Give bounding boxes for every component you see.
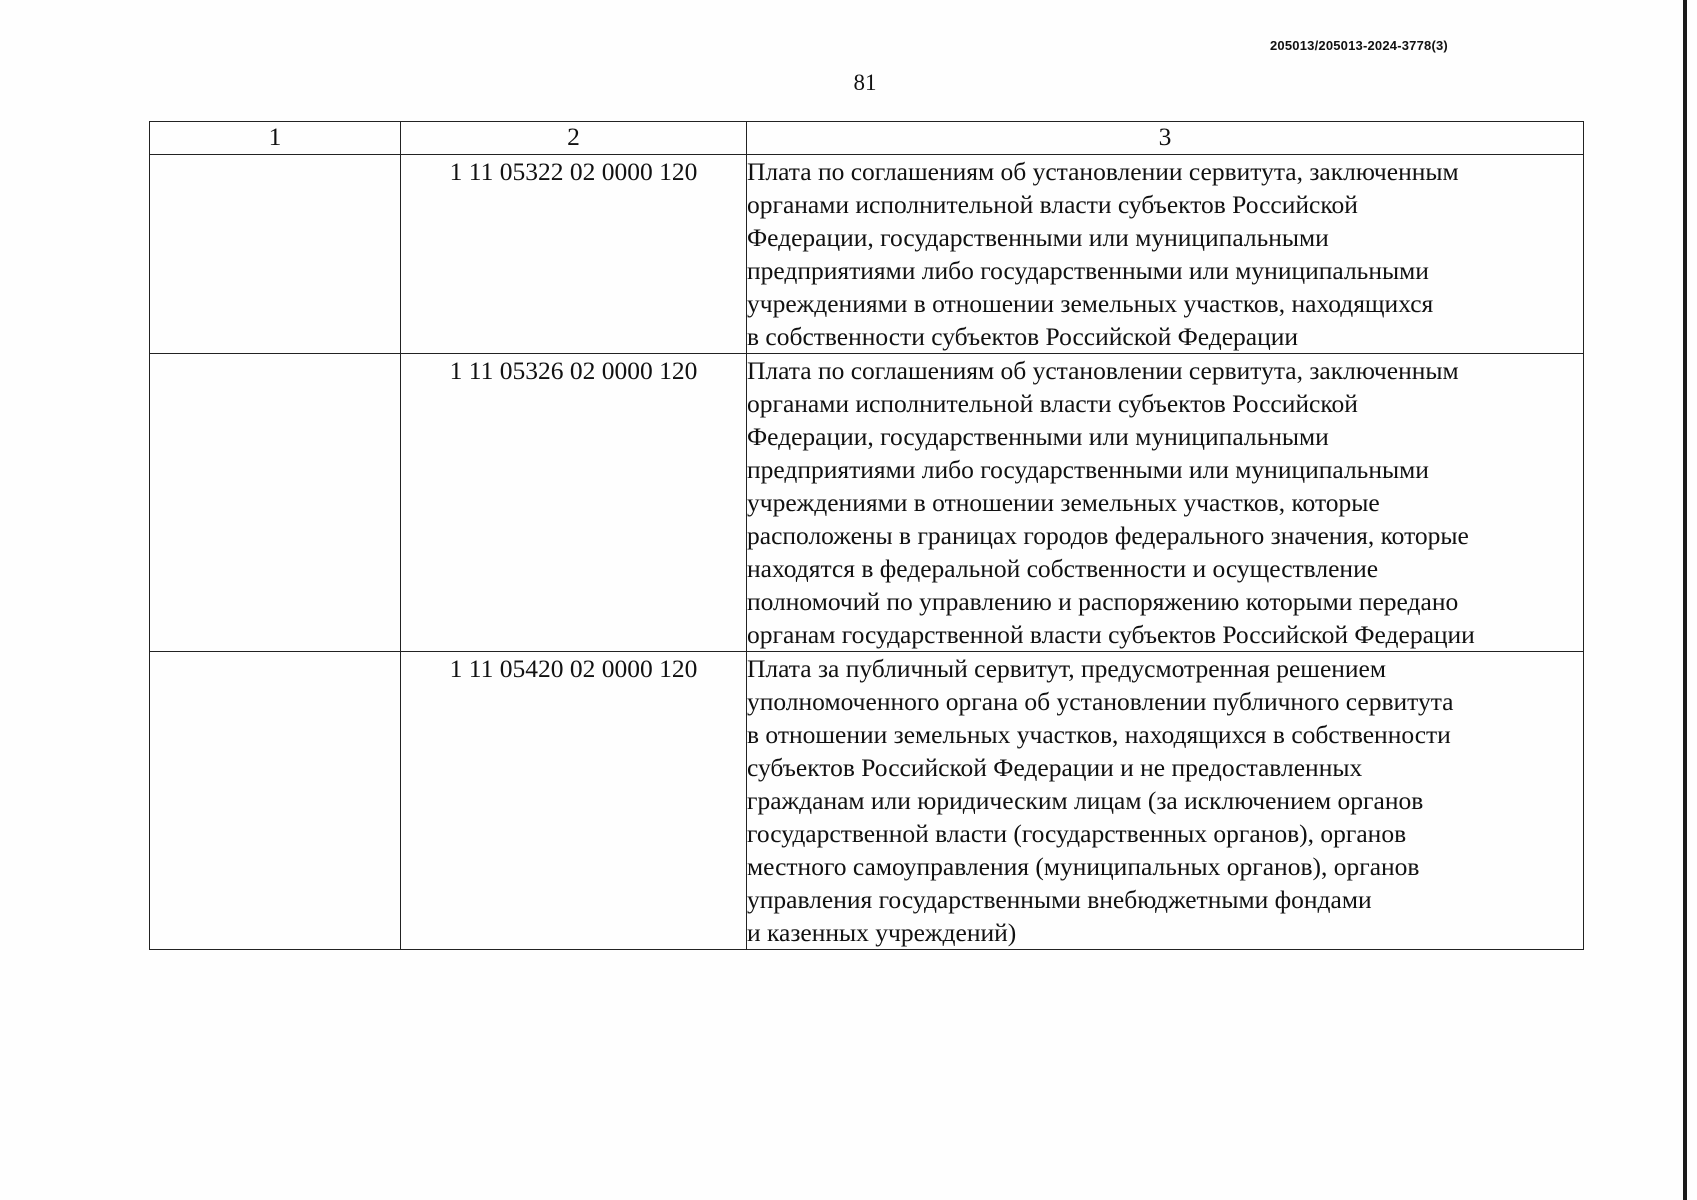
description-line: Плата за публичный сервитут, предусмотренная решением <box>747 654 1387 683</box>
description-line: органами исполнительной власти субъектов Российской <box>747 190 1358 219</box>
description-line: местного самоуправления (муниципальных органов), органов <box>747 852 1420 881</box>
table-row <box>150 155 1584 354</box>
description-line: в отношении земельных участков, находящихся в собственности <box>747 720 1451 749</box>
document-id: 205013/205013-2024-3778(3) <box>1270 38 1448 53</box>
description-line: уполномоченного органа об установлении публичного сервитута <box>747 687 1454 716</box>
column-header-3: 3 <box>747 122 1584 155</box>
description-line: предприятиями либо государственными или муниципальными <box>747 455 1429 484</box>
description-line: органам государственной власти субъектов Российской Федерации <box>747 620 1475 649</box>
budget-code-cell: 1 11 05326 02 0000 120 <box>401 354 747 652</box>
table-row <box>150 652 1584 950</box>
description-line: учреждениями в отношении земельных участков, находящихся <box>747 289 1434 318</box>
description-line: Федерации, государственными или муниципальными <box>747 223 1329 252</box>
description-line: управления государственными внебюджетными фондами <box>747 885 1372 914</box>
column1-cell <box>150 155 401 354</box>
description-line: Плата по соглашениям об установлении сервитута, заключенным <box>747 157 1459 186</box>
table-row <box>150 354 1584 652</box>
table-header-row <box>150 122 1584 155</box>
description-line: субъектов Российской Федерации и не предоставленных <box>747 753 1363 782</box>
description-line: Федерации, государственными или муниципальными <box>747 422 1329 451</box>
description-line: находятся в федеральной собственности и осуществление <box>747 554 1379 583</box>
description-line: гражданам или юридическим лицам (за исключением органов <box>747 786 1424 815</box>
column-header-2: 2 <box>401 122 747 155</box>
description-line: предприятиями либо государственными или муниципальными <box>747 256 1429 285</box>
budget-classification-table <box>149 121 1584 950</box>
budget-code-cell: 1 11 05420 02 0000 120 <box>401 652 747 950</box>
description-line: государственной власти (государственных органов), органов <box>747 819 1407 848</box>
description-line: учреждениями в отношении земельных участков, которые <box>747 488 1380 517</box>
page-number: 81 <box>853 70 877 95</box>
column1-cell <box>150 354 401 652</box>
description-line: Плата по соглашениям об установлении сервитута, заключенным <box>747 356 1459 385</box>
description-line: расположены в границах городов федерального значения, которые <box>747 521 1469 550</box>
description-cell <box>747 155 1584 354</box>
description-line: и казенных учреждений) <box>747 918 1017 947</box>
column-header-1: 1 <box>150 122 401 155</box>
description-line: в собственности субъектов Российской Федерации <box>747 322 1299 351</box>
scan-edge-border <box>1683 0 1687 1200</box>
column1-cell <box>150 652 401 950</box>
description-line: органами исполнительной власти субъектов Российской <box>747 389 1358 418</box>
budget-code-cell: 1 11 05322 02 0000 120 <box>401 155 747 354</box>
description-cell <box>747 354 1584 652</box>
description-cell <box>747 652 1584 950</box>
description-line: полномочий по управлению и распоряжению которыми передано <box>747 587 1459 616</box>
